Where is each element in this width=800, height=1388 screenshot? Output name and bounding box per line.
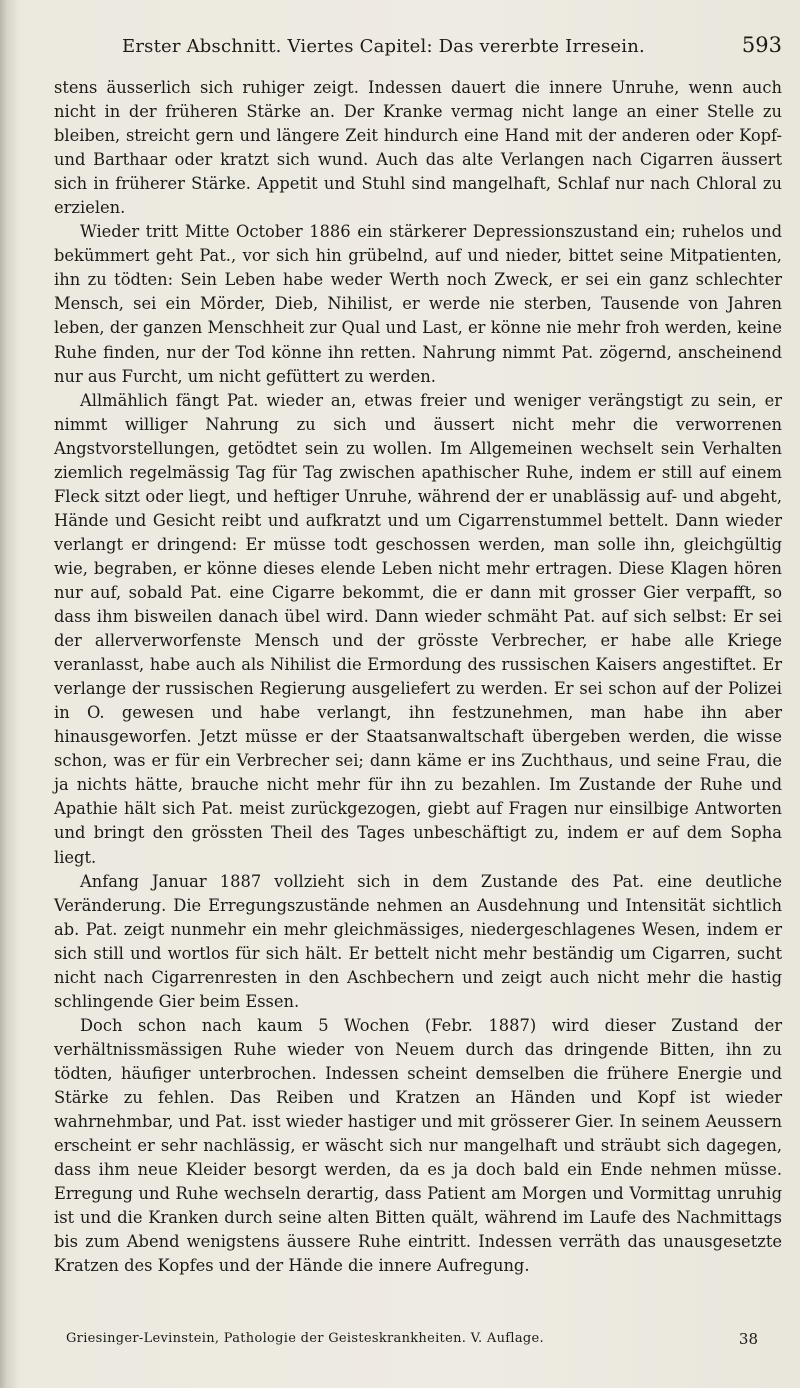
running-header — [68, 20, 782, 60]
page-spine-shadow — [0, 0, 18, 1388]
chapter-title: Erster Abschnitt. Viertes Capitel: Das vererbte Irresein. — [122, 36, 645, 57]
paragraph-4: Anfang Januar 1887 vollzieht sich in dem Zustande des Pat. eine deutliche Veränderung. Die Erregungszustände nehmen an Ausdehnung und Intensität sichtlich ab. Pat. zeigt nunmehr ein mehr gleichmässiges, niedergeschlagenes Wesen, indem er sich still und wortlos für sich hält. Er bettelt nicht mehr beständig um Cigarren, sucht nicht nach Cigarrenresten in den Aschbechern und zeigt auch nicht mehr die hastig schlingende Gier beim Essen. — [54, 871, 782, 1011]
paragraph-2: Wieder tritt Mitte October 1886 ein stärkerer Depressionszustand ein; ruhelos und bekümmert geht Pat., vor sich hin grübelnd, auf und nieder, bittet seine Mitpatienten, ihn zu tödten: Sein Leben habe weder Werth noch Zweck, er sei ein ganz schlechter Mensch, sei ein Mörder, Dieb, Nihilist, er werde nie sterben, Tausende von Jahren leben, der ganzen Menschheit zur Qual und Last, er könne nie mehr froh werden, keine Ruhe finden, nur der Tod könne ihn retten. Nahrung nimmt Pat. zögernd, anscheinend nur aus Furcht, um nicht gefüttert zu werden. — [54, 222, 782, 386]
paragraph-5: Doch schon nach kaum 5 Wochen (Febr. 1887) wird dieser Zustand der verhältnissmässigen Ruhe wieder von Neuem durch das dringende Bitten, ihn zu tödten, häufiger unterbrochen. Indessen scheint demselben die frühere Energie und Stärke zu fehlen. Das Reiben und Kratzen an Händen und Kopf ist wieder wahrnehmbar, und Pat. isst wieder hastiger und mit grösserer Gier. In seinem Aeussern erscheint er sehr nachlässig, er wäscht sich nur mangelhaft und sträubt sich dagegen, dass ihm neue Kleider besorgt werden, da es ja doch bald ein Ende nehmen müsse. Erregung und Ruhe wechseln derartig, dass Patient am Morgen und Vormittag unruhig ist und die Kranken durch seine alten Bitten quält, während im Laufe des Nachmittags bis zum Abend wenigstens äussere Ruhe eintritt. Indessen verräth das unausgesetzte Kratzen des Kopfes und der Hände die innere Aufregung. — [54, 1015, 782, 1276]
paragraph-3: Allmählich fängt Pat. wieder an, etwas freier und weniger verängstigt zu sein, er nimmt williger Nahrung zu sich und äussert nicht mehr die verworrenen Angstvorstellungen, getödtet sein zu wollen. Im Allgemeinen wechselt sein Verhalten ziemlich regelmässig Tag für Tag zwischen apathischer Ruhe, indem er still auf einem Fleck sitzt oder liegt, und heftiger Unruhe, während der er unablässig auf- und abgeht, Hände und Gesicht reibt und aufkratzt und um Cigarrenstummel bettelt. Dann wieder verlangt er dringend: Er müsse todt geschossen werden, man solle ihn, gleichgültig wie, begraben, er könne dieses elende Leben nicht mehr ertragen. Diese Klagen hören nur auf, sobald Pat. eine Cigarre bekommt, die er dann mit grosser Gier verpafft, so dass ihm bisweilen danach übel wird. Dann wieder schmäht Pat. auf sich selbst: Er sei der allerverworfenste Mensch und der grösste Verbrecher, er habe alle Kriege veranlasst, habe auch als Nihilist die Ermordung des russischen Kaisers angestiftet. Er verlange der russischen Regierung ausgeliefert zu werden. Er sei schon auf der Polizei in O. gewesen und habe verlangt, ihn festzunehmen, man habe ihn aber hinausgeworfen. Jetzt müsse er der Staatsanwaltschaft übergeben werden, die wisse schon, was er für ein Verbrecher sei; dann käme er ins Zuchthaus, und seine Frau, die ja nichts hätte, brauche nicht mehr für ihn zu bezahlen. Im Zustande der Ruhe und Apathie hält sich Pat. meist zurückgezogen, giebt auf Fragen nur einsilbige Antworten und bringt den grössten Theil des Tages unbeschäftigt zu, indem er auf dem Sopha liegt. — [54, 390, 782, 867]
body-text — [54, 76, 782, 1278]
footer-source: Griesinger-Levinstein, Pathologie der Geisteskrankheiten. V. Auflage. — [66, 1331, 544, 1346]
signature-number: 38 — [738, 1330, 758, 1348]
paragraph-1: stens äusserlich sich ruhiger zeigt. Indessen dauert die innere Unruhe, wenn auch nicht in der früheren Stärke an. Der Kranke vermag nicht lange an einer Stelle zu bleiben, streicht gern und längere Zeit hindurch eine Hand mit der anderen oder Kopf- und Barthaar oder kratzt sich wund. Auch das alte Verlangen nach Cigarren äussert sich in früherer Stärke. Appetit und Stuhl sind mangelhaft, Schlaf nur nach Chloral zu erzielen. — [54, 78, 782, 218]
page-number: 593 — [741, 33, 782, 57]
